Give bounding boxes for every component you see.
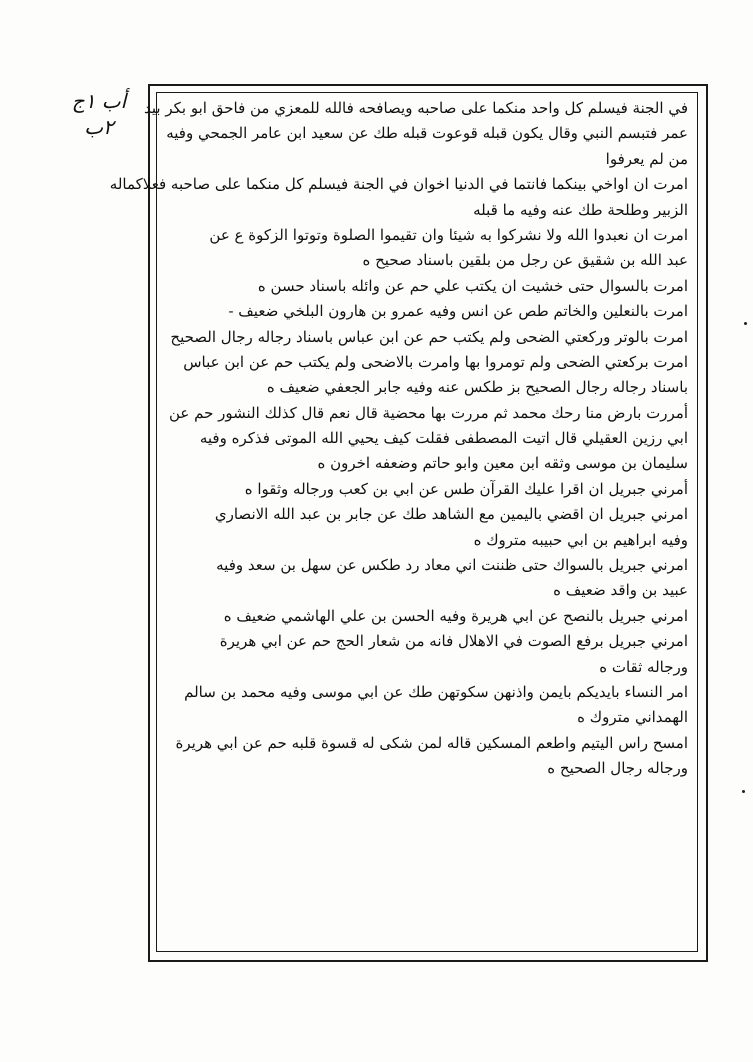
margin-note [64,88,134,140]
text-line: عبيد بن واقد ضعيف ه [553,581,688,600]
text-line: امسح راس اليتيم واطعم المسكين قاله لمن شكى له قسوة قلبه حم عن ابي هريرة [175,733,688,752]
text-line: أمررت بارض منا رحك محمد ثم مررت بها محضية قال نعم قال كذلك النشور حم عن [169,403,688,422]
text-line: وفيه ابراهيم بن ابي حبيبه متروك ه [473,530,688,549]
text-line: امرت بالنعلين والخاتم طص عن انس وفيه عمرو بن هارون البلخي ضعيف - [228,302,688,321]
text-line: امرني جبريل برفع الصوت في الاهلال فانه من شعار الحج حم عن ابي هريرة [219,632,688,651]
text-line: امرت ان نعبدوا الله ولا نشركوا به شيئا وان تقيموا الصلوة وتوتوا الزكوة ع عن [209,225,688,244]
text-line: أمرني جبريل ان اقرا عليك القرآن طس عن ابي بن كعب ورجاله وثقوا ه [244,479,688,498]
margin-note-line: أب ١ج [71,89,127,113]
text-line: امر النساء بايديكم بايمن واذنهن سكوتهن طك عن ابي موسى وفيه محمد بن سالم [184,682,688,701]
text-line: في الجنة فيسلم كل واحد منكما على صاحبه ويصافحه فالله للمعزي من فاحق ابو بكر بيد [144,99,688,117]
text-line: سليمان بن موسى وثقه ابن معين وابو حاتم وضعفه اخرون ه [317,454,688,473]
text-line: ابي رزين العقيلي قال اتيت المصطفى فقلت كيف يحيي الله الموتى فذكره وفيه [199,429,688,448]
text-line: عبد الله بن شقيق عن رجل من بلقين باسناد صحيح ه [362,251,688,270]
text-line: امرني جبريل ان اقضي باليمين مع الشاهد طك عن جابر بن عبد الله الانصاري [214,505,688,524]
text-line: امرني جبريل بالسواك حتى ظننت اني معاد رد طكس عن سهل بن سعد وفيه [216,556,688,575]
text-line: امرني جبريل بالنصح عن ابي هريرة وفيه الحسن بن علي الهاشمي ضعيف ه [223,606,688,625]
text-line: الهمداني متروك ه [577,708,688,727]
margin-note-line: ٢ب [84,115,114,139]
scan-speck [742,790,745,793]
text-line: امرت ان اواخي بينكما فانتما في الدنيا اخوان في الجنة فيسلم كل منكما على صاحبه فعلاكماله [109,175,688,194]
text-line: عمر فتبسم النبي وقال يكون قبله قوعوت قبله طك عن سعيد ابن عامر الجمحي وفيه [166,124,688,143]
scan-speck [744,322,747,325]
manuscript-text-block [109,96,688,782]
text-line: امرت بالوتر وركعتي الضحى ولم يكتب حم عن ابن عباس باسناد رجاله رجال الصحيح [170,327,688,346]
text-line: باسناد رجاله رجال الصحيح بز طكس عنه وفيه جابر الجعفي ضعيف ه [266,378,688,397]
text-line: ورجاله رجال الصحيح ه [547,759,688,778]
text-line: الزبير وطلحة طك عنه وفيه ما قبله [473,200,688,219]
text-line: من لم يعرفوا [605,149,688,168]
text-line: امرت بركعتي الضحى ولم تومروا بها وامرت بالاضحى ولم يكتب حم عن ابن عباس [183,352,688,371]
text-line: ورجاله ثقات ه [599,657,688,676]
text-line: امرت بالسوال حتى خشيت ان يكتب علي حم عن وائله باسناد حسن ه [257,276,688,295]
